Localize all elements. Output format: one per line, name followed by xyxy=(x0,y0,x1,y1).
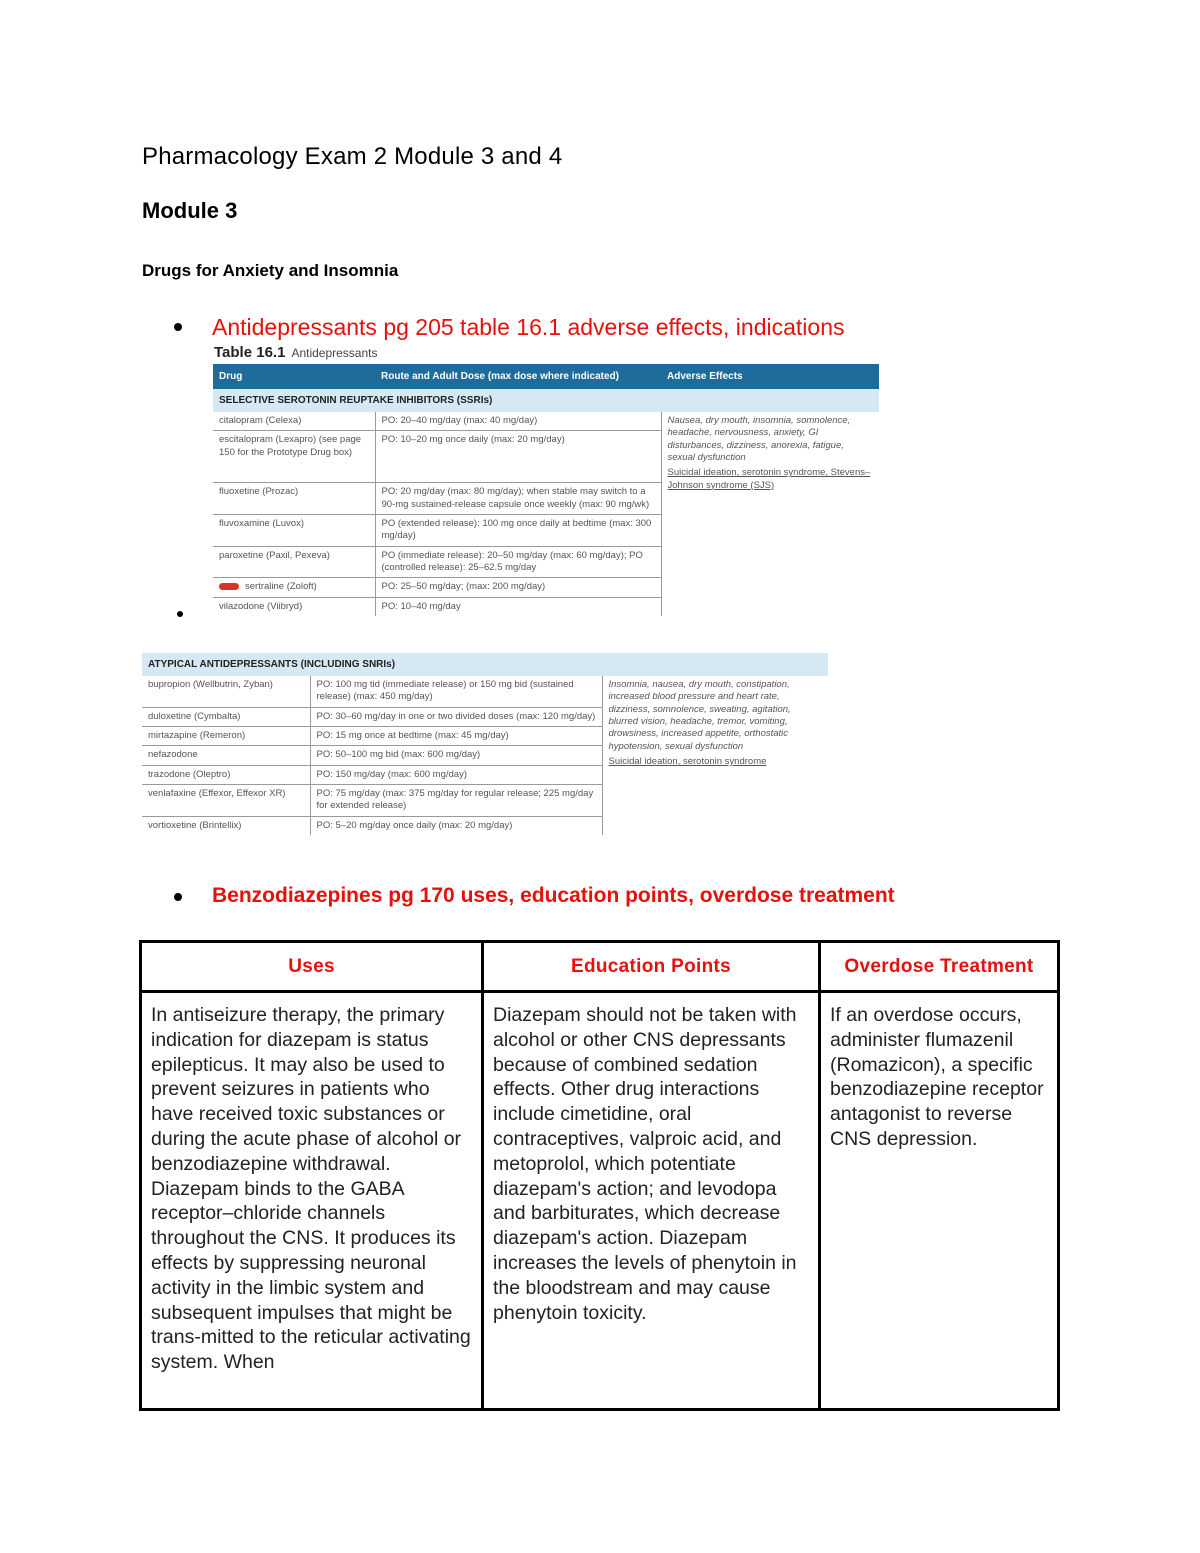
atypical-adverse-serious: Suicidal ideation, serotonin syndrome xyxy=(608,756,767,768)
header-uses: Uses xyxy=(141,942,483,992)
dose-cell: PO: 15 mg once at bedtime (max: 45 mg/day) xyxy=(310,727,602,746)
dose-cell: PO: 20–40 mg/day (max: 40 mg/day) xyxy=(375,412,661,431)
ssri-table-image xyxy=(213,364,879,616)
drug-cell: paroxetine (Paxil, Pexeva) xyxy=(213,546,375,578)
dose-cell: PO: 100 mg tid (immediate release) or 150 mg bid (sustained release) (max: 450 mg/day) xyxy=(310,676,602,707)
benzo-header-row xyxy=(141,942,1059,992)
ssri-adverse-text: Nausea, dry mouth, insomnia, somnolence, headache, nervousness, anxiety, GI disturbances, dizziness, anorexia, fatigue, sexual dysfunction xyxy=(667,415,851,464)
benzodiazepines-bullet-text: Benzodiazepines pg 170 uses, education points, overdose treatment xyxy=(212,884,895,907)
drug-cell: vilazodone (Viibryd) xyxy=(213,597,375,616)
ssri-adverse-cell xyxy=(661,412,879,616)
dose-cell: PO: 75 mg/day (max: 375 mg/day for regular release; 225 mg/day for extended release) xyxy=(310,785,602,817)
ssri-table xyxy=(213,364,879,616)
table-caption xyxy=(214,344,378,361)
dose-cell: PO: 10–40 mg/day xyxy=(375,597,661,616)
drug-cell: mirtazapine (Remeron) xyxy=(142,727,310,746)
drug-name: sertraline (Zoloft) xyxy=(245,581,317,593)
dose-cell: PO: 5–20 mg/day once daily (max: 20 mg/day) xyxy=(310,816,602,835)
drug-cell: fluoxetine (Prozac) xyxy=(213,483,375,515)
atypical-table xyxy=(142,653,828,835)
header-overdose-treatment: Overdose Treatment xyxy=(820,942,1059,992)
dose-cell: PO: 30–60 mg/day in one or two divided doses (max: 120 mg/day) xyxy=(310,707,602,726)
overdose-treatment-cell: If an overdose occurs, administer flumazenil (Romazicon), a specific benzodiazepine receptor antagonist to reverse CNS depression. xyxy=(820,992,1059,1410)
dose-cell: PO: 50–100 mg bid (max: 600 mg/day) xyxy=(310,746,602,765)
dose-cell: PO: 150 mg/day (max: 600 mg/day) xyxy=(310,765,602,784)
table-caption-number: Table 16.1 xyxy=(214,344,286,361)
atypical-group-label: ATYPICAL ANTIDEPRESSANTS (INCLUDING SNRIs) xyxy=(142,653,828,676)
atypical-adverse-cell xyxy=(602,676,828,835)
dose-cell: PO: 10–20 mg once daily (max: 20 mg/day) xyxy=(375,431,661,483)
antidepressants-bullet-text: Antidepressants pg 205 table 16.1 adverse effects, indications xyxy=(212,314,845,340)
drug-cell: nefazodone xyxy=(142,746,310,765)
drug-cell: trazodone (Oleptro) xyxy=(142,765,310,784)
benzodiazepine-table xyxy=(139,940,1060,1411)
table-caption-title: Antidepressants xyxy=(291,346,378,360)
header-adverse: Adverse Effects xyxy=(661,364,879,389)
table-row xyxy=(142,676,828,707)
document-title: Pharmacology Exam 2 Module 3 and 4 xyxy=(142,143,563,170)
drug-cell: bupropion (Wellbutrin, Zyban) xyxy=(142,676,310,707)
module-heading: Module 3 xyxy=(142,198,238,223)
drug-cell: venlafaxine (Effexor, Effexor XR) xyxy=(142,785,310,817)
drug-cell: citalopram (Celexa) xyxy=(213,412,375,431)
prototype-drug-icon xyxy=(219,583,239,590)
dose-cell: PO: 25–50 mg/day; (max: 200 mg/day) xyxy=(375,578,661,597)
uses-cell: In antiseizure therapy, the primary indication for diazepam is status epilepticus. It may also be used to prevent seizures in patients who have received toxic substances or during the acute phase of alcohol or benzodiazepine withdrawal. Diazepam binds to the GABA receptor–chloride channels throughout the CNS. It produces its effects by suppressing neuronal activity in the limbic system and subsequent impulses that might be trans-mitted to the reticular activating system. When xyxy=(141,992,483,1410)
atypical-adverse-text: Insomnia, nausea, dry mouth, constipation, increased blood pressure and heart rate, dizziness, somnolence, sweating, agitation, blurred vision, headache, tremor, vomiting, drowsiness, increased appetite, orthostatic hypotension, sexual dysfunction xyxy=(608,679,791,752)
ssri-adverse-serious: Suicidal ideation, serotonin syndrome, Stevens–Johnson syndrome (SJS) xyxy=(667,467,871,491)
drug-cell: vortioxetine (Brintellix) xyxy=(142,816,310,835)
header-drug: Drug xyxy=(213,364,375,389)
atypical-table-image xyxy=(142,653,828,835)
bullet-icon xyxy=(174,323,182,331)
bullet-icon xyxy=(177,611,183,617)
ssri-group-label: SELECTIVE SEROTONIN REUPTAKE INHIBITORS (SSRIs) xyxy=(213,389,879,412)
ssri-table-header xyxy=(213,364,879,389)
section-heading: Drugs for Anxiety and Insomnia xyxy=(142,261,399,280)
header-education-points: Education Points xyxy=(483,942,820,992)
drug-cell: fluvoxamine (Luvox) xyxy=(213,515,375,547)
table-row xyxy=(213,412,879,431)
drug-cell xyxy=(213,578,375,597)
drug-cell: escitalopram (Lexapro) (see page 150 for the Prototype Drug box) xyxy=(213,431,375,483)
drug-cell: duloxetine (Cymbalta) xyxy=(142,707,310,726)
dose-cell: PO (extended release): 100 mg once daily at bedtime (max: 300 mg/day) xyxy=(375,515,661,547)
bullet-icon xyxy=(174,893,182,901)
education-points-cell: Diazepam should not be taken with alcohol or other CNS depressants because of combined sedation effects. Other drug interactions include cimetidine, oral contraceptives, valproic acid, and metoprolol, which potentiate diazepam's action; and levodopa and barbiturates, which decrease diazepam's action. Diazepam increases the levels of phenytoin in the bloodstream and may cause phenytoin toxicity. xyxy=(483,992,820,1410)
benzo-content-row xyxy=(141,992,1059,1410)
dose-cell: PO (immediate release): 20–50 mg/day (max: 60 mg/day); PO (controlled release): 25–62.5 mg/day xyxy=(375,546,661,578)
dose-cell: PO: 20 mg/day (max: 80 mg/day); when stable may switch to a 90-mg sustained-release capsule once weekly (max: 90 mg/wk) xyxy=(375,483,661,515)
header-dose: Route and Adult Dose (max dose where indicated) xyxy=(375,364,661,389)
